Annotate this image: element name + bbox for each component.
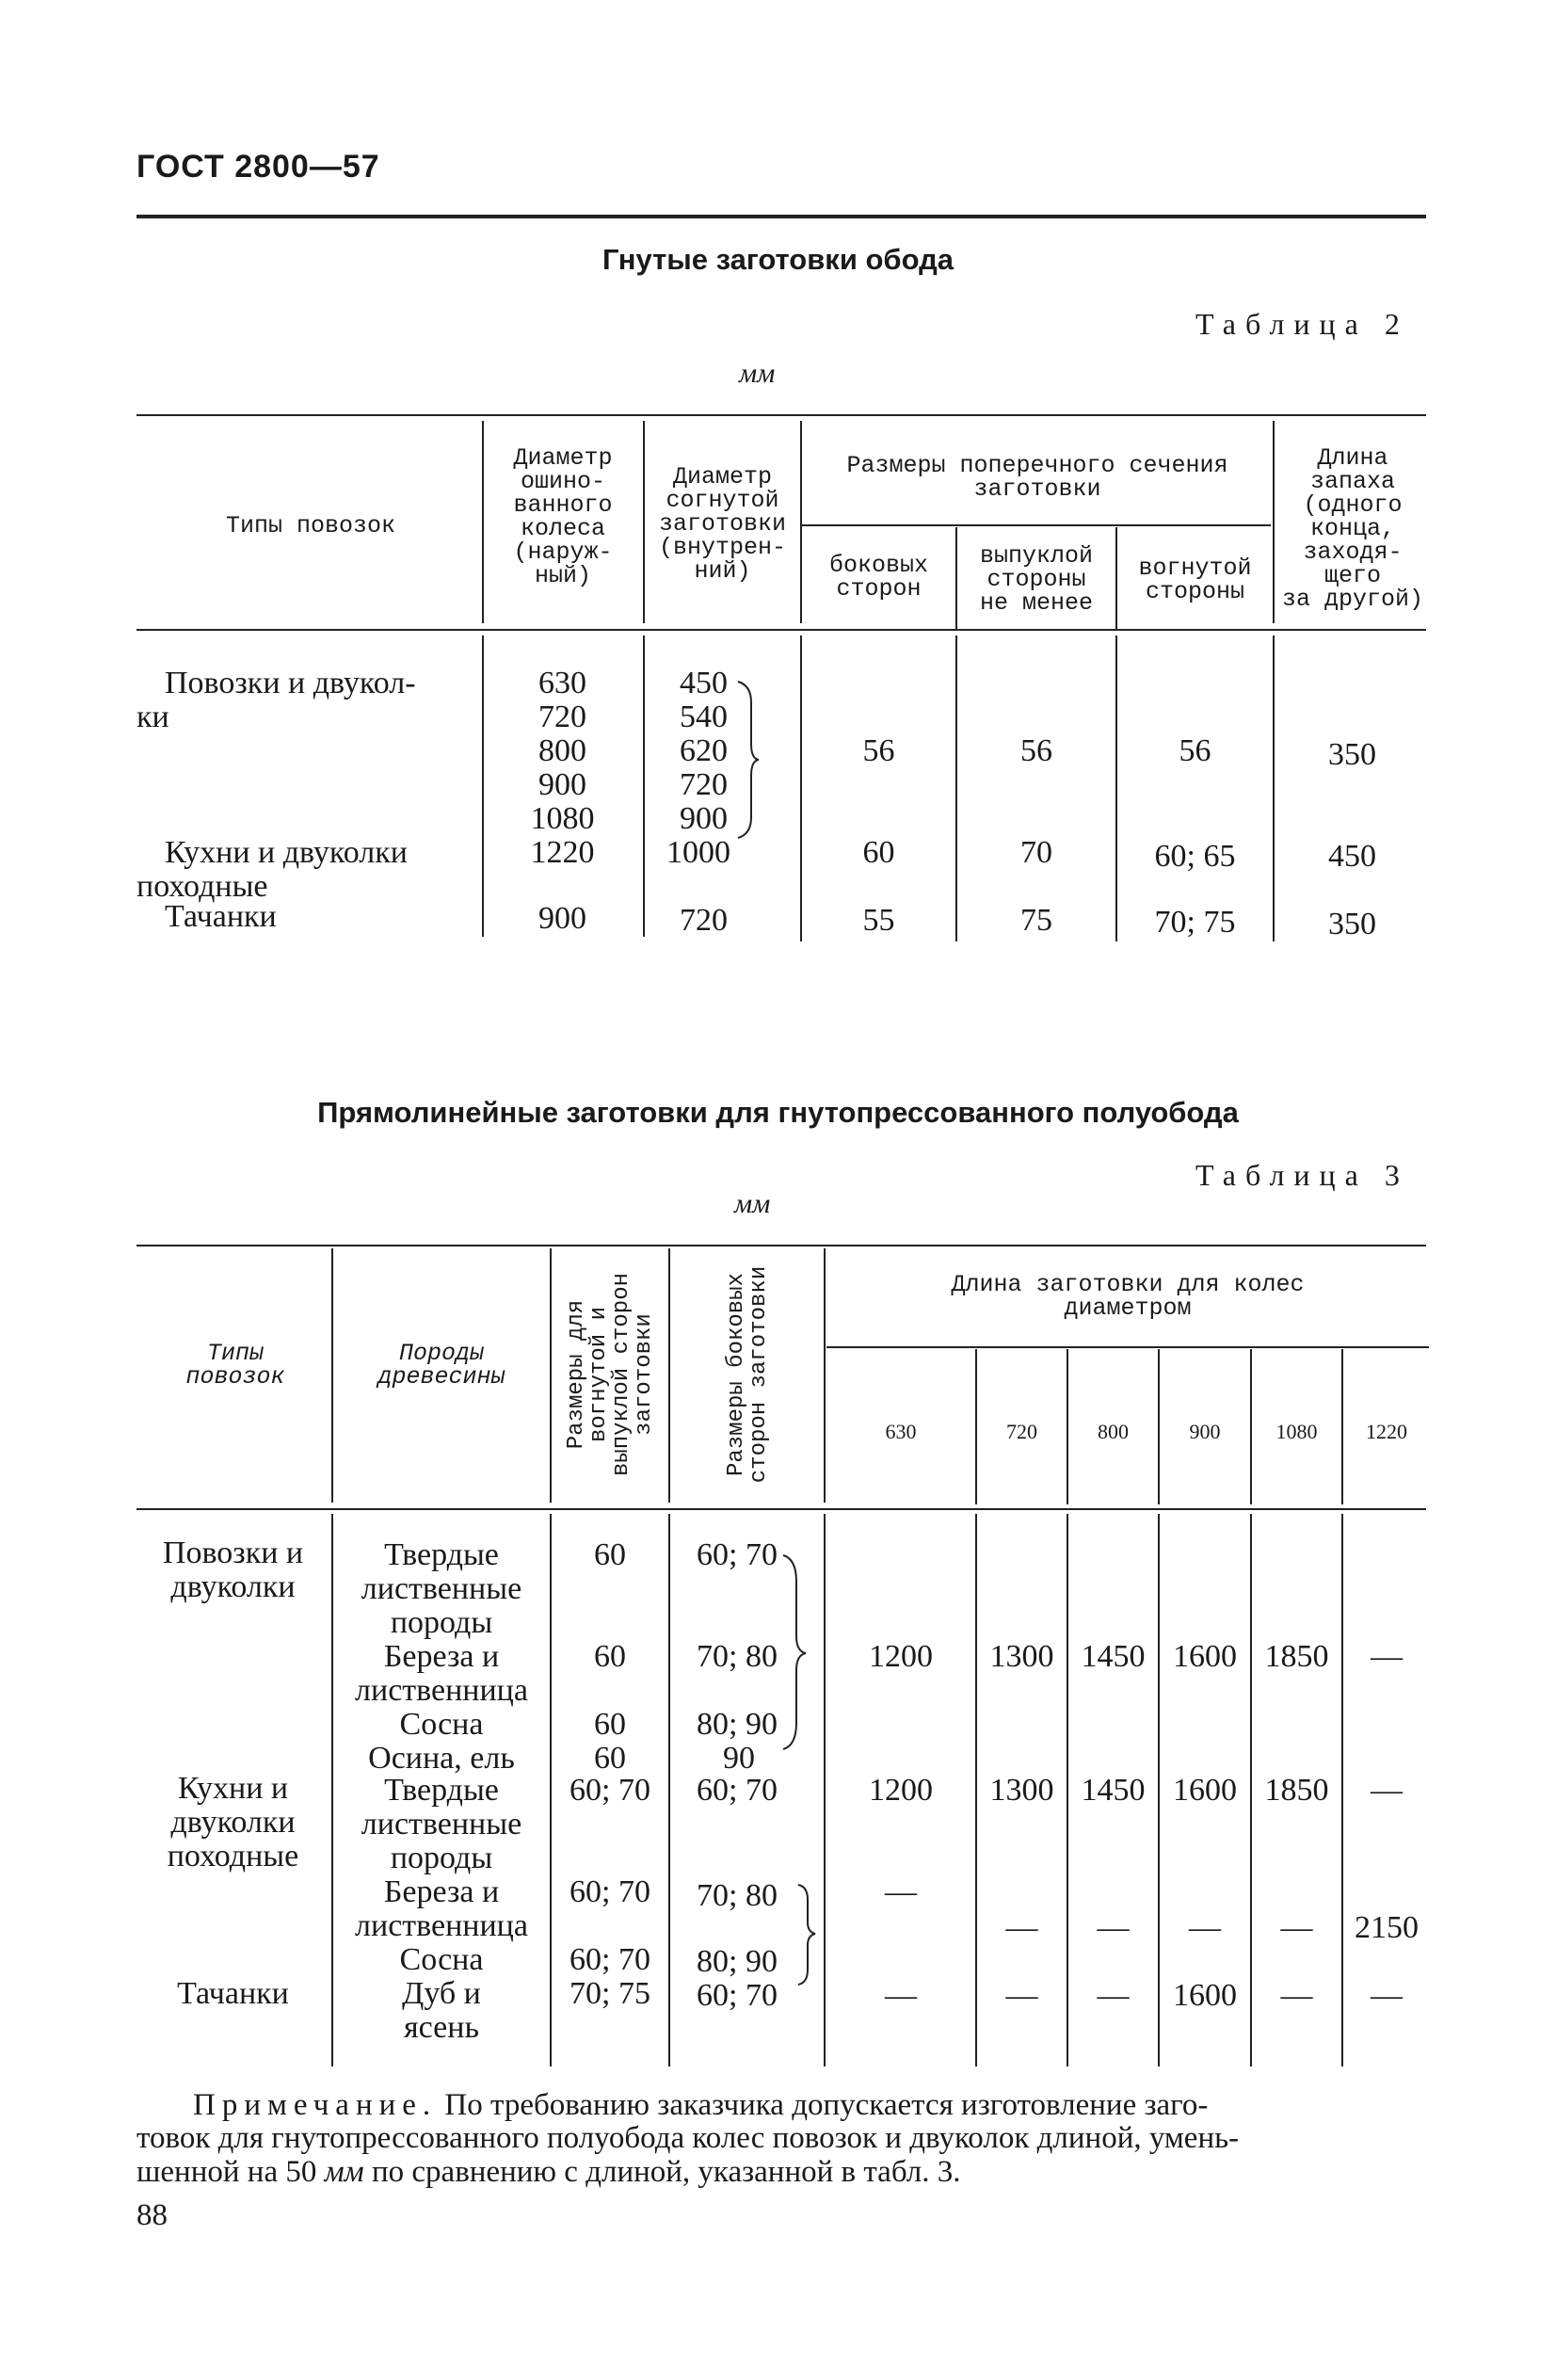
doc-code: ГОСТ 2800—57	[136, 149, 380, 185]
t3-len-r1-720: 1300	[989, 1639, 1054, 1674]
table2-title: Гнутые заготовки обода	[602, 243, 954, 276]
t3-len-r1-630: 1200	[869, 1639, 933, 1674]
t3-len-r3-630: —	[885, 1874, 917, 1909]
t3-header-wood: Породы древесины	[377, 1340, 505, 1391]
t2-header-types: Типы повозок	[225, 512, 396, 539]
t2-header-convex: выпуклой стороны не менее	[979, 542, 1094, 617]
t3-len-r2-720: 1300	[989, 1773, 1054, 1808]
t3-cc-8: 70; 75	[569, 1976, 650, 2011]
t2-row1-overlap: 350	[1328, 737, 1376, 772]
t3-sides-2: 70; 80	[697, 1639, 778, 1674]
table3-unit: мм	[734, 1188, 771, 1219]
t2-row1-concave: 56	[1179, 733, 1211, 768]
t3-header-d900: 900	[1189, 1420, 1221, 1443]
t2-row2-type: Кухни и двуколки походные	[136, 835, 408, 904]
t3-len-r3-800: —	[1097, 1910, 1130, 1945]
t3-cc-5: 60; 70	[569, 1773, 650, 1808]
t3-cc-6: 60; 70	[569, 1874, 650, 1909]
t3-sides-7: 80; 90	[697, 1944, 778, 1979]
t3-cc-4: 60	[594, 1741, 626, 1776]
t3-wood-7: Сосна	[399, 1942, 484, 1977]
t3-wood-6: Береза и лиственница	[355, 1874, 528, 1943]
t3-len-r3-1080: —	[1280, 1910, 1313, 1945]
t3-sides-4: 90	[723, 1741, 755, 1776]
t3-sides-5: 60; 70	[697, 1773, 778, 1808]
t3-header-d720: 720	[1006, 1420, 1037, 1443]
t2-header-side: боковых сторон	[828, 552, 929, 603]
t2-row1-side: 56	[862, 733, 895, 768]
t3-wood-4: Осина, ель	[368, 1741, 515, 1776]
table3-label: Таблица 3	[1195, 1158, 1409, 1192]
table2-label: Таблица 2	[1195, 307, 1409, 341]
t3-len-r4-1080: —	[1280, 1978, 1313, 2013]
t2-row2-side: 60	[862, 835, 895, 870]
t3-len-r4-800: —	[1097, 1978, 1130, 2013]
t3-sides-3: 80; 90	[697, 1707, 778, 1742]
t3-len-r2-800: 1450	[1081, 1773, 1146, 1808]
t2-brace	[734, 680, 762, 840]
t2-row2-concave: 60; 65	[1154, 839, 1236, 874]
t2-row1-convex: 56	[1020, 733, 1052, 768]
t2-header-concave: вогнутой стороны	[1138, 555, 1252, 605]
t3-cc-1: 60	[594, 1537, 626, 1572]
t3-header-d630: 630	[885, 1420, 917, 1443]
t2-row3-convex: 75	[1020, 903, 1052, 938]
t3-len-r2-900: 1600	[1173, 1773, 1237, 1808]
t3-cc-3: 60	[594, 1707, 626, 1742]
t3-sides-8: 60; 70	[697, 1978, 778, 2013]
t2-row3-bent: 720	[680, 903, 728, 938]
t3-len-r3-900: —	[1189, 1910, 1221, 1945]
page-number: 88	[136, 2198, 168, 2232]
t2-row3-wheel: 900	[538, 901, 586, 936]
t2-row3-type: Тачанки	[165, 899, 277, 934]
t2-row3-side: 55	[862, 903, 895, 938]
t3-len-r4-630: —	[885, 1978, 917, 2013]
t3-len-r2-630: 1200	[869, 1773, 933, 1808]
note-line-1: Примечание. По требованию заказчика допускается изготовление заго-	[193, 2088, 1209, 2122]
t3-brace-1	[781, 1553, 819, 1751]
t2-row2-convex: 70	[1020, 835, 1052, 870]
t3-wood-2: Береза и лиственница	[355, 1639, 528, 1708]
t3-len-r1-900: 1600	[1173, 1639, 1237, 1674]
t3-len-r4-1220: —	[1371, 1978, 1403, 2013]
t3-header-sides: Размеры боковых сторон заготовки	[724, 1265, 772, 1484]
t2-header-bent-diameter: Диаметр согнутой заготовки (внутрен- ний)	[658, 463, 787, 585]
t2-header-overlap: Длина запаха (одного конца, заходя- щего за другой)	[1281, 444, 1424, 613]
t3-brace-2	[796, 1883, 821, 1986]
t3-len-r4-900: 1600	[1173, 1978, 1237, 2013]
t2-row3-concave: 70; 75	[1154, 905, 1236, 940]
t3-sides-1: 60; 70	[697, 1537, 778, 1572]
note-label: Примечание.	[193, 2088, 438, 2122]
t3-len-r1-1080: 1850	[1264, 1639, 1329, 1674]
t2-header-section: Размеры поперечного сечения заготовки	[846, 452, 1228, 503]
t2-row1-type: Повозки и двукол- ки	[136, 666, 416, 734]
t3-header-d1220: 1220	[1366, 1420, 1407, 1443]
t3-wood-3: Сосна	[399, 1707, 484, 1742]
t2-row3-overlap: 350	[1328, 907, 1376, 941]
t3-len-r4-720: —	[1005, 1978, 1038, 2013]
t3-cc-7: 60; 70	[569, 1942, 650, 1977]
t3-header-d1080: 1080	[1275, 1420, 1318, 1443]
t3-cc-2: 60	[594, 1639, 626, 1674]
t3-sides-6: 70; 80	[697, 1878, 778, 1913]
t3-type-2: Кухни и двуколки походные	[167, 1771, 299, 1873]
table3-title: Прямолинейные заготовки для гнутопрессованного полуобода	[317, 1096, 1239, 1129]
table2-unit: мм	[739, 358, 776, 389]
t3-len-r1-1220: —	[1371, 1639, 1403, 1674]
t2-header-wheel-diameter: Диаметр ошино- ванного колеса (наруж- ный)	[513, 444, 613, 589]
t3-len-r1-800: 1450	[1081, 1639, 1146, 1674]
t3-wood-5: Твердые лиственные породы	[361, 1773, 522, 1875]
t2-row2-overlap: 450	[1328, 839, 1376, 874]
header-rule	[136, 215, 1426, 218]
t3-len-r2-1080: 1850	[1264, 1773, 1329, 1808]
t3-wood-1: Твердые лиственные породы	[361, 1537, 522, 1640]
t2-row1-wheel: 630 720 800 900 1080	[530, 666, 595, 836]
t3-len-r3-1220: 2150	[1355, 1910, 1419, 1945]
t3-len-r3-720: —	[1005, 1910, 1038, 1945]
t2-row2-wheel: 1220	[530, 835, 595, 870]
t3-header-d800: 800	[1098, 1420, 1129, 1443]
t3-len-r2-1220: —	[1371, 1773, 1403, 1808]
note-line-3: шенной на 50 мм по сравнению с длиной, указанной в табл. 3.	[136, 2155, 961, 2189]
t3-type-1: Повозки и двуколки	[162, 1536, 304, 1604]
t3-header-length: Длина заготовки для колес диаметром	[951, 1271, 1305, 1322]
t3-header-concave-convex: Размеры для вогнутой и выпуклой сторон заготовки	[564, 1272, 657, 1477]
t3-wood-8: Дуб и ясень	[402, 1976, 481, 2045]
t3-header-types: Типы повозок	[185, 1340, 285, 1391]
t2-row2-bent: 1000	[666, 835, 730, 870]
note-line-2: товок для гнутопрессованного полуобода колес повозок и двуколок длиной, умень-	[136, 2121, 1240, 2155]
t3-type-3: Тачанки	[177, 1976, 289, 2011]
t2-row1-bent: 450 540 620 720 900	[680, 666, 728, 836]
